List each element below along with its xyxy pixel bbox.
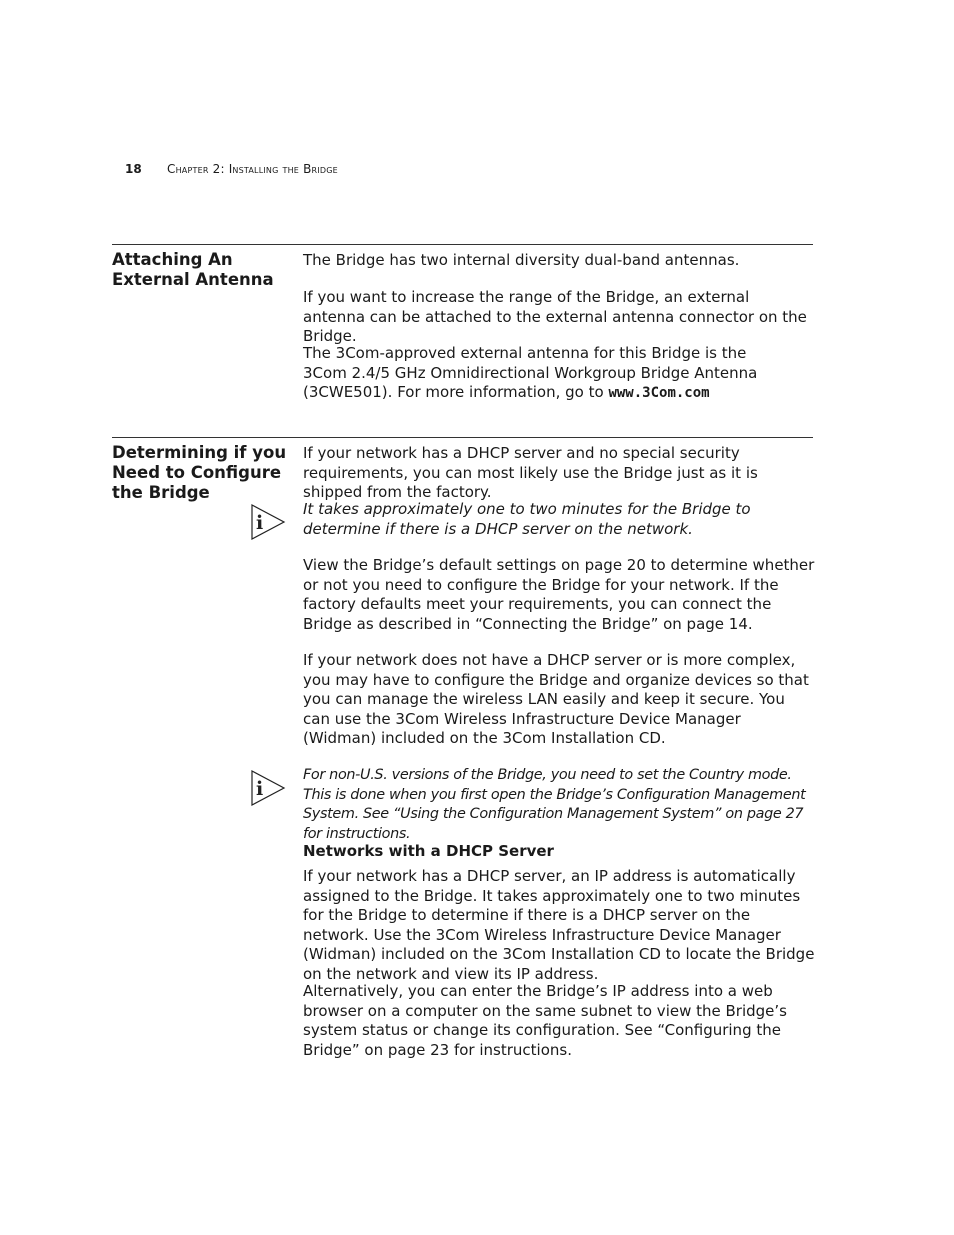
paragraph-dhcp-assigned: If your network has a DHCP server, an IP address is automatically assigned to the Bridge. It takes approximately one to two minutes for the Bridge to determine if there is a DHCP server on the network. Use the 3Com Wireless Infrastructure Device Manager (Widman) included on the 3Com Installation CD to locate the Bridge on the network and view its IP address. [303,867,815,983]
heading-line: External Antenna [112,270,274,289]
paragraph-internal-antennas: The Bridge has two internal diversity dual-band antennas. [303,251,740,269]
note-dhcp-detection: It takes approximately one to two minutes for the Bridge to determine if there is a DHCP server on the network. [303,500,751,538]
running-header [125,161,338,177]
paragraph-default-settings: View the Bridge’s default settings on page 20 to determine whether or not you need to configure the Bridge for your network. If the factory defaults meet your requirements, you can connect the Bridge as described in “Connecting the Bridge” on page 14. [303,556,815,633]
website-link[interactable]: www.3Com.com [608,385,710,402]
info-note-icon [250,770,286,806]
text-span: (3CWE501). For more information, go to [303,383,609,402]
section-rule-configure [112,437,813,438]
section-heading-configure [112,443,292,503]
heading-line: the Bridge [112,483,210,502]
note-glyph: i [256,778,264,800]
paragraph-complex-network: If your network does not have a DHCP server or is more complex, you may have to configure the Bridge and organize devices so that you can manage the wireless LAN easily and keep it secure. You can use the 3Com Wireless Infrastructure Device Manager (Widman) included on the 3Com Installation CD. [303,651,809,748]
text-line: The 3Com-approved external antenna for this Bridge is the [303,344,747,362]
heading-line: Determining if you [112,443,287,462]
paragraph-web-browser: Alternatively, you can enter the Bridge’s IP address into a web browser on a computer on the same subnet to view the Bridge’s system status or change its configuration. See “Configuring the Bridge” on page 23 for instructions. [303,982,787,1059]
heading-line: Need to Configure [112,463,282,482]
note-country-mode: For non-U.S. versions of the Bridge, you need to set the Country mode. This is done when you first open the Bridge’s Configuration Management System. See “Using the Configuration Management System” on page 27 for instructions. [303,767,806,842]
subheading-dhcp-server: Networks with a DHCP Server [303,842,554,860]
paragraph-approved-antenna [303,344,815,404]
note-glyph: i [256,512,264,534]
info-note-icon [250,504,286,540]
text-line [303,383,815,404]
page-number: 18 [125,162,142,176]
section-rule-antenna [112,244,813,245]
chapter-title: Chapter 2: Installing the Bridge [167,162,338,176]
section-heading-antenna [112,250,292,290]
paragraph-external-antenna: If you want to increase the range of the Bridge, an external antenna can be attached to the external antenna connector on the Bridge. [303,288,807,346]
text-line: 3Com 2.4/5 GHz Omnidirectional Workgroup Bridge Antenna [303,363,758,382]
paragraph-dhcp-intro: If your network has a DHCP server and no special security requirements, you can most likely use the Bridge just as it is shipped from the factory. [303,444,758,502]
heading-line: Attaching An [112,250,233,269]
